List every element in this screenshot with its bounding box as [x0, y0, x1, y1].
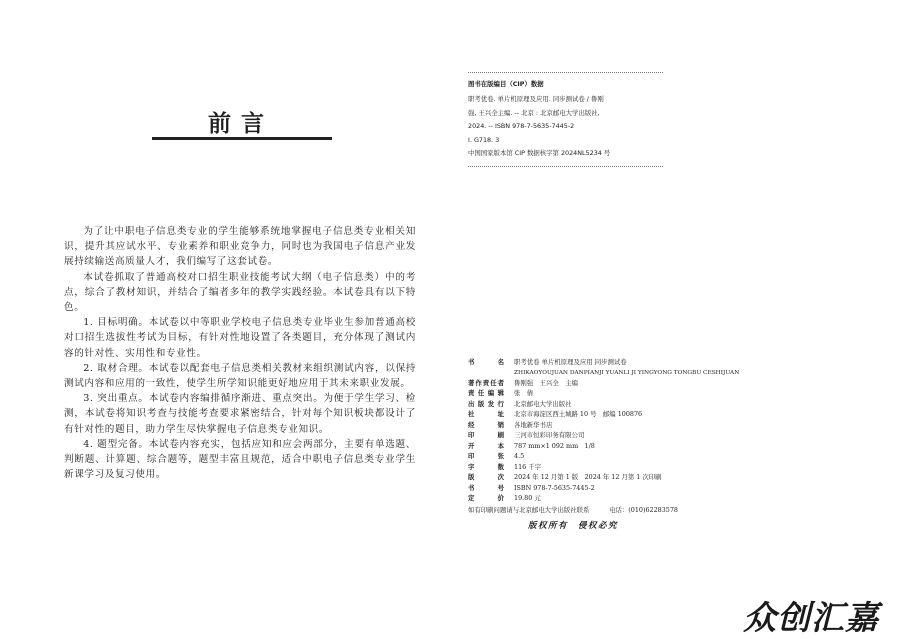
row-label: 定价 [468, 494, 504, 502]
cip-bottom-divider [468, 166, 663, 167]
title-underline [152, 137, 332, 140]
cip-line: Ⅰ. G718. 3 [468, 135, 500, 144]
row-label: 开本 [468, 441, 504, 450]
preface-body [64, 224, 416, 482]
row-label: 书号 [468, 483, 504, 492]
cip-line: 中国国家版本馆 CIP 数据核字第 2024NL5234 号 [468, 149, 611, 158]
cip-top-divider [468, 72, 663, 73]
preface-paragraph: 本试卷抓取了普通高校对口招生职业技能考试大纲（电子信息类）中的考点，综合了教材知识，并结合了编者多年的教学实践经验。本试卷具有以下特色。 [64, 271, 416, 314]
copyright-row [468, 409, 668, 420]
row-value: 19.80 元 [514, 494, 541, 502]
preface-paragraph: 4. 题型完备。本试卷内容充实，包括应知和应会两部分，主要有单选题、判断题、计算题、综合题等，题型丰富且规范，适合中职电子信息类专业学生新课学习及复习使用。 [64, 438, 416, 481]
preface-paragraph: 2. 取材合理。本试卷以配套电子信息类相关教材来组织测试内容，以保持测试内容和应用的一致性，使学生所学知识能更好地应用于其未来职业发展。 [64, 362, 416, 390]
copyright-row [468, 451, 668, 462]
row-value: 116 千字 [514, 462, 542, 471]
cip-line: 2024. -- ISBN 978-7-5635-7445-2 [468, 122, 575, 131]
row-label: 印张 [468, 452, 504, 460]
row-label: 版次 [468, 473, 504, 481]
pinyin-title: ZHIKAOYOUJUAN DANPIANJI YUANLI JI YINGYONG TONGBU CESHIJUAN [514, 369, 740, 376]
row-value: 北京邮电大学出版社 [514, 399, 572, 408]
row-label: 著作责任者 [468, 378, 504, 387]
copyright-row [468, 483, 668, 494]
preface-paragraph: 为了让中职电子信息类专业的学生能够系统地掌握电子信息类专业相关知识，提升其应试水平、专业素养和职业竞争力，同时也为我国电子信息产业发展持续输送高质量人才，我们编写了这套试卷。 [64, 226, 416, 268]
copyright-row [468, 430, 668, 441]
row-value: 787 mm×1 092 mm 1/8 [514, 441, 595, 450]
row-value: 鲁刚强 王兴全 主编 [514, 378, 578, 387]
row-label: 出版发行 [468, 399, 504, 408]
cip-line: 职考优卷. 单片机原理及应用. 同步测试卷 / 鲁刚 [468, 95, 604, 103]
left-page [0, 0, 450, 635]
copyright-row [468, 399, 668, 410]
rights-statement: 版权所有 侵权必究 [527, 520, 618, 531]
cip-line: 强, 王兴全主编. -- 北京 : 北京邮电大学出版社, [468, 108, 600, 117]
print-issue-note: 如有印刷问题请与北京邮电大学出版社联系 [468, 505, 590, 514]
row-label: 印刷 [468, 431, 504, 439]
row-label: 书名 [468, 358, 504, 366]
copyright-row [468, 420, 668, 431]
copyright-row [468, 493, 668, 504]
copyright-row [468, 472, 668, 483]
row-value: 4.5 [514, 452, 525, 460]
row-value: 北京市海淀区西土城路 10 号 邮编 100876 [514, 410, 643, 418]
row-value: 三河市恒彩印务有限公司 [514, 431, 585, 439]
row-label: 责任编辑 [468, 389, 504, 397]
row-value: 张 倩 [514, 389, 534, 397]
row-label: 经销 [468, 420, 504, 429]
page-title: 前言 [208, 111, 274, 137]
copyright-row [468, 388, 668, 399]
row-value: ISBN 978-7-5635-7445-2 [514, 483, 595, 492]
row-value: 各地新华书店 [514, 420, 553, 429]
copyright-row [468, 441, 668, 452]
cip-heading: 图书在版编目（CIP）数据 [468, 80, 544, 88]
row-value: 2024 年 12 月第 1 版 2024 年 12 月第 1 次印刷 [514, 473, 662, 481]
row-label: 社址 [468, 410, 504, 418]
contact-line [468, 505, 678, 515]
row-value: 职考优卷 单片机原理及应用 同步测试卷 [514, 358, 627, 366]
row-label: 字数 [468, 462, 504, 471]
preface-paragraph: 1. 目标明确。本试卷以中等职业学校电子信息类专业毕业生参加普通高校对口招生选拔性考试为目标，有针对性地设置了各类题目，充分体现了测试内容的针对性、实用性和专业性。 [64, 317, 416, 359]
preface-paragraph: 3. 突出重点。本试卷内容编排循序渐进、重点突出。为便于学生学习、检测，本试卷将知识考查与技能考查要求紧密结合，针对每个知识板块都设计了有针对性的题目，助力学生尽快掌握电子信息类专业知识。 [64, 393, 416, 435]
watermark-logo: 众创汇嘉 [743, 598, 879, 637]
contact-phone: 电话：(010)62283578 [609, 505, 678, 514]
copyright-row [468, 378, 668, 389]
copyright-page [468, 357, 740, 531]
copyright-row [468, 357, 668, 368]
copyright-row [468, 462, 668, 473]
cip-block [468, 72, 663, 167]
